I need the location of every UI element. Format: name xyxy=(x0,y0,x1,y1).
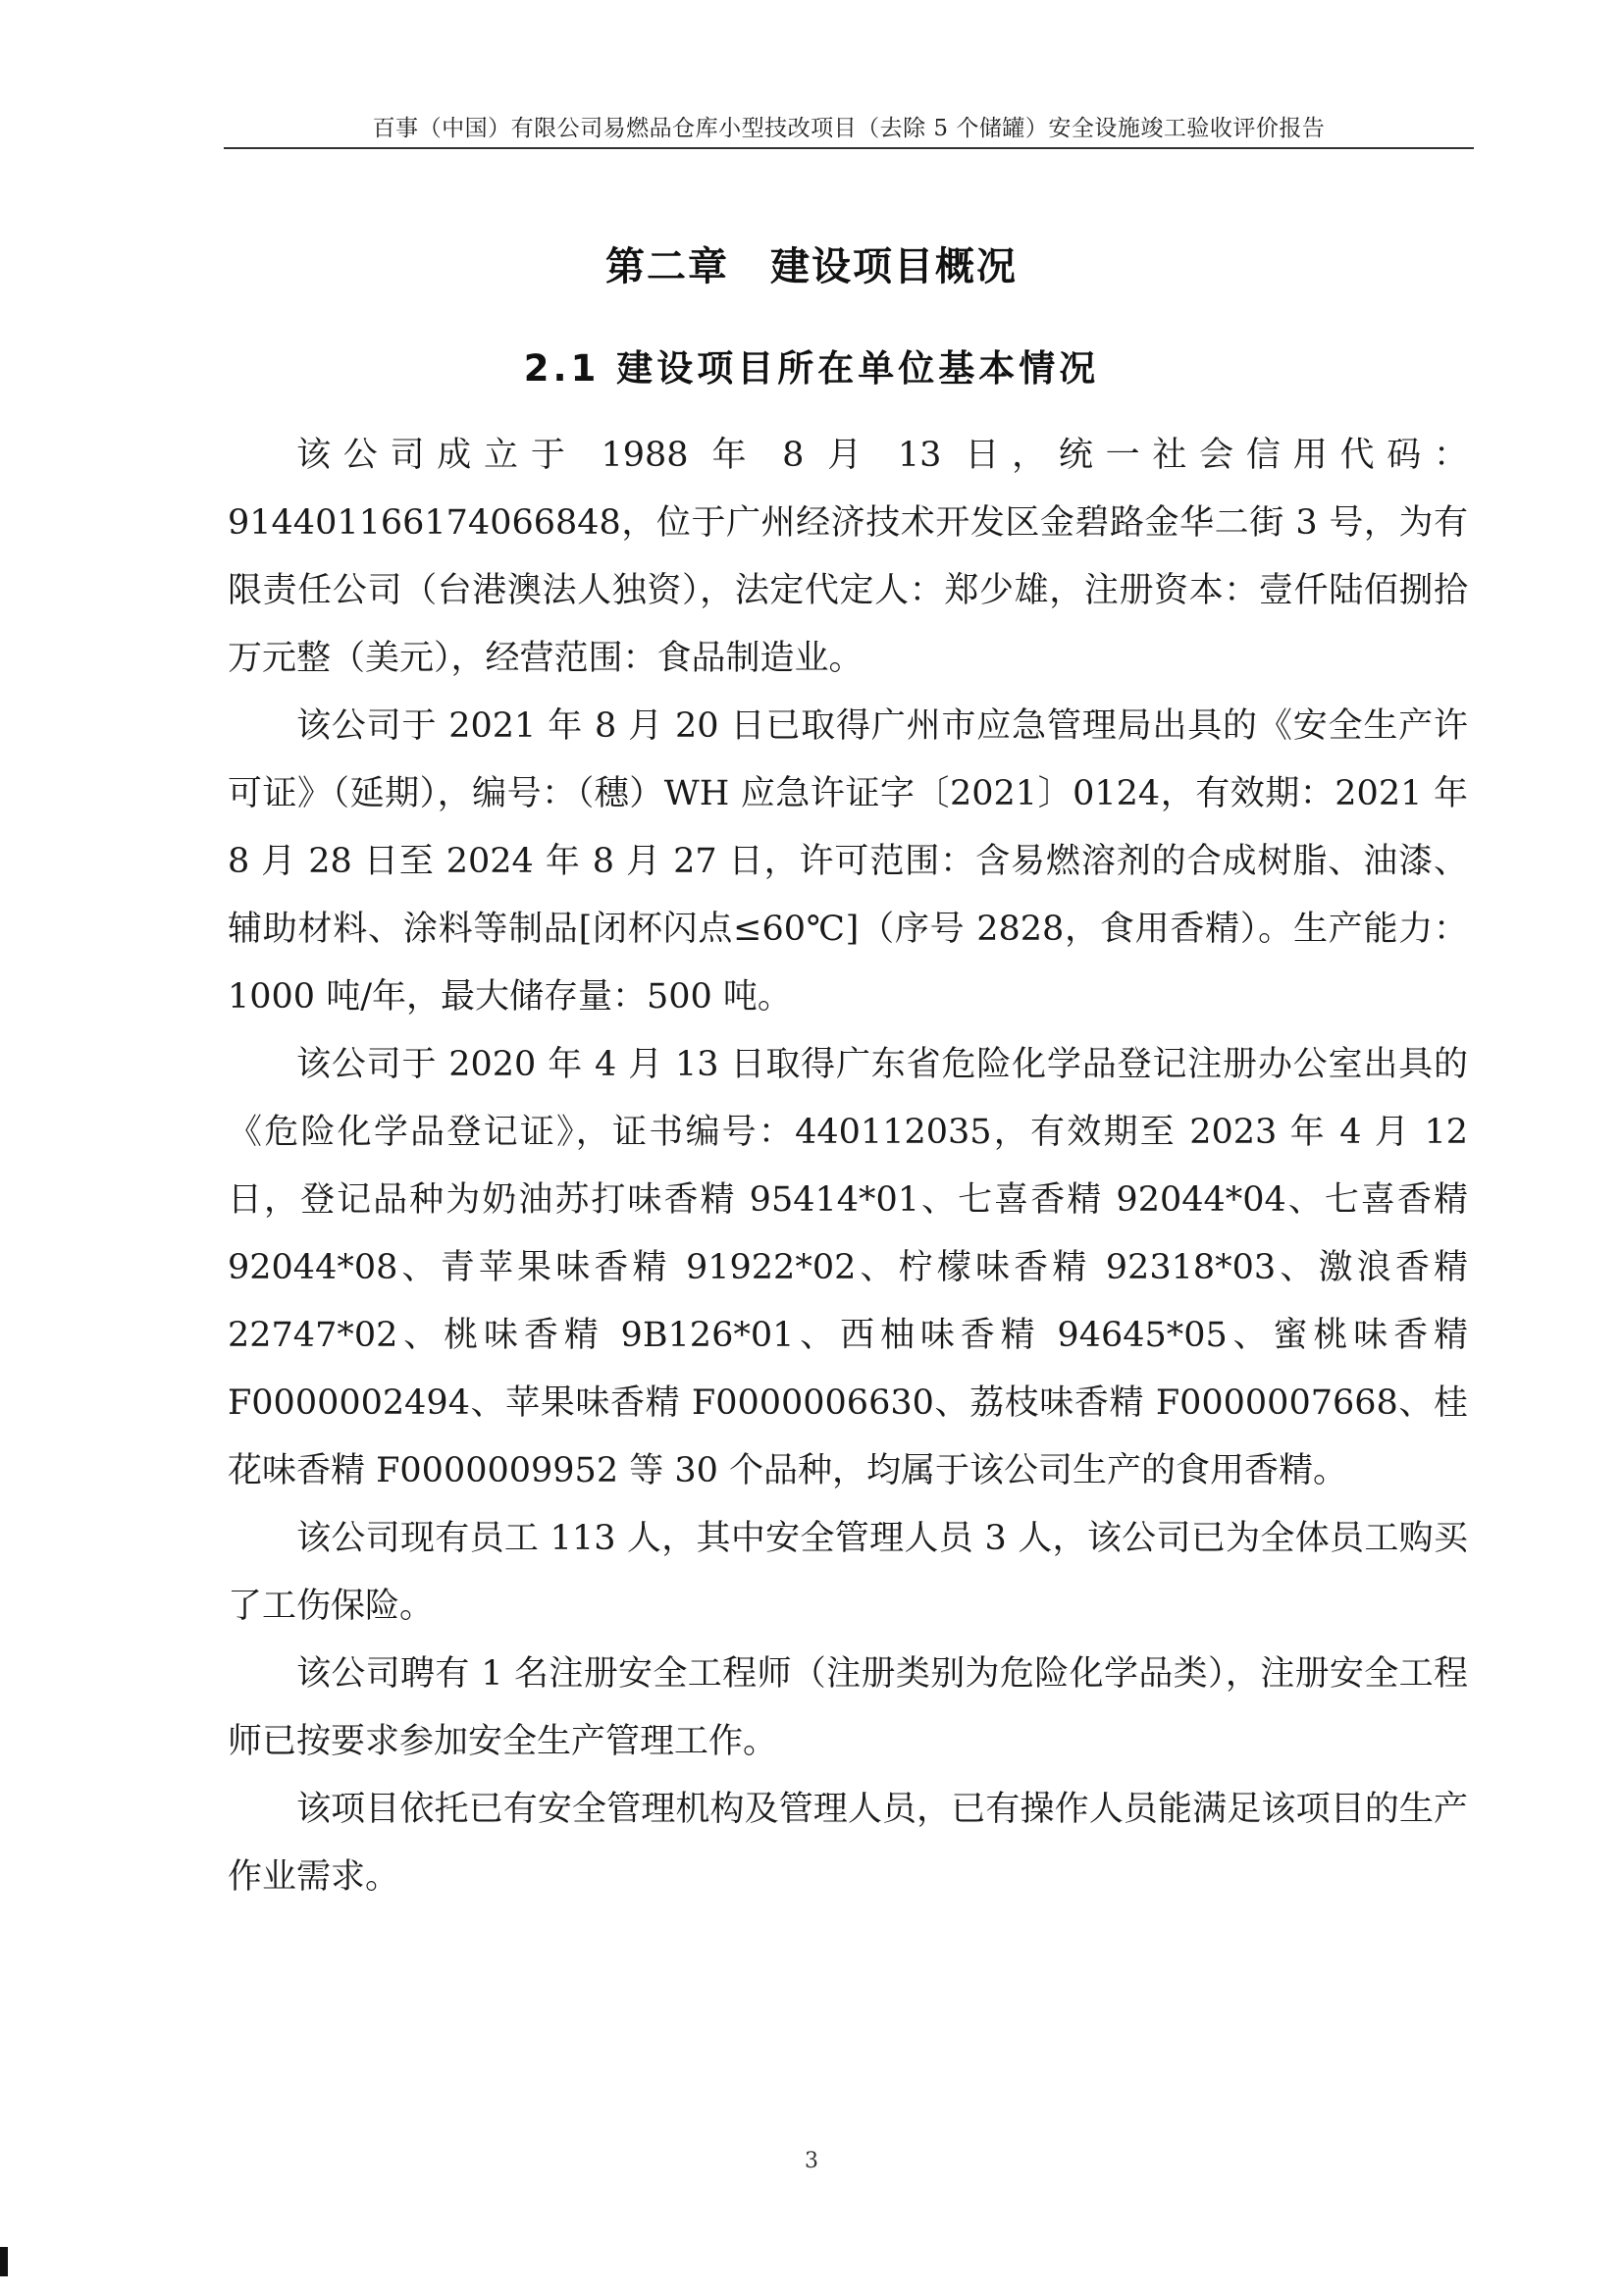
paragraph-hazmat-registration: 该公司于 2020 年 4 月 13 日取得广东省危险化学品登记注册办公室出具的《危险化学品登记证》，证书编号：440112035，有效期至 2023 年 4 月 12 日，登记品种为奶油苏打味香精 95414*01、七喜香精 92044*04、七喜香精 92044*08、青苹果味香精 91922*02、柠檬味香精 92318*03、激浪香精 22747*02、桃味香精 9B126*01、西柚味香精 94645*05、蜜桃味香精 F0000002494、苹果味香精 F0000006630、荔枝味香精 F0000007668、桂花味香精 F0000009952 等 30 个品种，均属于该公司生产的食用香精。 xyxy=(228,1045,1468,1490)
section-title: 2.1 建设项目所在单位基本情况 xyxy=(523,347,1100,390)
header-rule xyxy=(224,147,1474,149)
paragraph-company-info: 该公司成立于 1988 年 8 月 13 日，统一社会信用代码：914401166174066848，位于广州经济技术开发区金碧路金华二街 3 号，为有限责任公司（台港澳法人独资），法定代定人：郑少雄，注册资本：壹仟陆佰捌拾万元整（美元），经营范围：食品制造业。 xyxy=(228,436,1468,678)
running-header: 百事（中国）有限公司易燃品仓库小型技改项目（去除 5 个储罐）安全设施竣工验收评价报告 xyxy=(372,116,1326,141)
page-number: 3 xyxy=(805,2149,818,2173)
paragraph-staff: 该公司现有员工 113 人，其中安全管理人员 3 人，该公司已为全体员工购买了工伤保险。 xyxy=(228,1519,1468,1626)
scan-edge-mark xyxy=(0,2247,8,2276)
paragraph-safety-engineer: 该公司聘有 1 名注册安全工程师（注册类别为危险化学品类），注册安全工程师已按要求参加安全生产管理工作。 xyxy=(228,1654,1468,1761)
chapter-title: 第二章 建设项目概况 xyxy=(605,244,1018,289)
paragraph-management: 该项目依托已有安全管理机构及管理人员，已有操作人员能满足该项目的生产作业需求。 xyxy=(228,1790,1468,1897)
body-text xyxy=(228,422,1468,1911)
paragraph-safety-license: 该公司于 2021 年 8 月 20 日已取得广州市应急管理局出具的《安全生产许可证》（延期），编号：（穗）WH 应急许证字〔2021〕0124，有效期：2021 年 8 月 28 日至 2024 年 8 月 27 日，许可范围：含易燃溶剂的合成树脂、油漆、辅助材料、涂料等制品[闭杯闪点≤60℃]（序号 2828，食用香精）。生产能力：1000 吨/年，最大储存量：500 吨。 xyxy=(228,706,1468,1017)
